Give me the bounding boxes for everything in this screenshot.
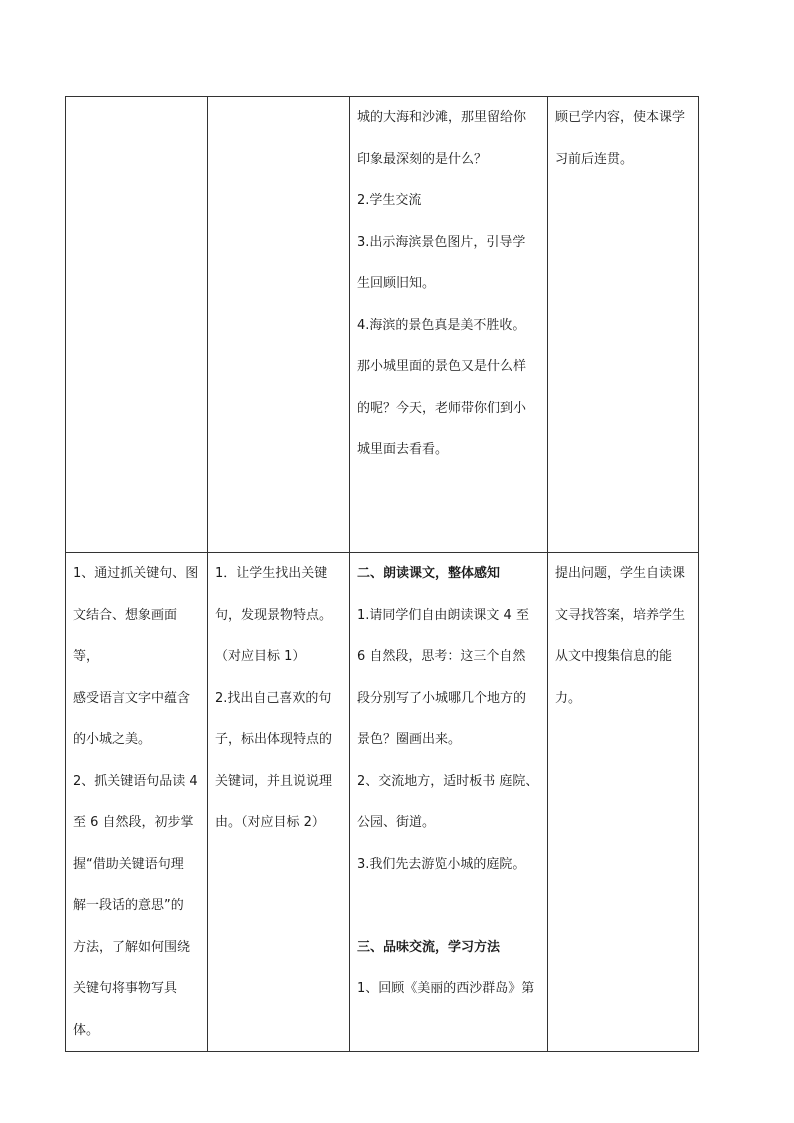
text-line: 提出问题，学生自读课 xyxy=(555,566,686,581)
text-line: 6 自然段，思考：这三个自然 xyxy=(357,649,526,664)
text-line: 景色？圈画出来。 xyxy=(357,732,462,747)
text-line: 1、回顾《美丽的西沙群岛》第 xyxy=(357,981,535,996)
text-line: 城的大海和沙滩，那里留给你 xyxy=(357,110,527,125)
text-line: 关键词，并且说说理 xyxy=(215,773,333,789)
text-line: 4.海滨的景色真是美不胜收。 xyxy=(357,317,526,333)
table-row xyxy=(66,553,699,1052)
text-line: 句，发现景物特点。 xyxy=(215,607,333,623)
purpose-cell xyxy=(548,553,699,1052)
text-line: 城里面去看看。 xyxy=(357,442,449,457)
text-line: 解一段话的意思”的 xyxy=(73,898,184,913)
text-line: 子，标出体现特点的 xyxy=(215,732,333,747)
method-cell xyxy=(208,97,350,553)
text-line: 公园、街道。 xyxy=(357,815,436,830)
text-line xyxy=(357,885,541,927)
text-line: 关键句将事物写具体。 xyxy=(73,981,178,1038)
goal-cell xyxy=(66,97,208,553)
text-line: 的小城之美。 xyxy=(73,732,152,747)
text-line: 的呢？今天，老师带你们到小 xyxy=(357,400,527,416)
text-line: 感受语言文字中蕴含 xyxy=(73,690,191,706)
text-line: 3.我们先去游览小城的庭院。 xyxy=(357,856,526,872)
text-line: 1.请同学们自由朗读课文 4 至 xyxy=(357,607,529,623)
section-heading: 三、品味交流，学习方法 xyxy=(357,939,501,955)
text-line: 习前后连贯。 xyxy=(555,151,634,167)
text-line: 印象最深刻的是什么？ xyxy=(357,151,488,167)
lesson-plan-table xyxy=(65,96,699,1052)
text-line: 握“借助关键语句理 xyxy=(73,856,184,872)
process-cell xyxy=(350,553,548,1052)
text-line: 2、交流地方，适时板书 庭院、 xyxy=(357,773,539,789)
text-line: 文结合、想象画面等， xyxy=(73,607,178,664)
process-cell xyxy=(350,97,548,553)
text-line: 2.找出自己喜欢的句 xyxy=(215,690,332,706)
text-line: 3.出示海滨景色图片，引导学 xyxy=(357,234,526,250)
text-line: 段分别写了小城哪几个地方的 xyxy=(357,690,527,706)
method-cell xyxy=(208,553,350,1052)
text-line: 顾已学内容，使本课学 xyxy=(555,110,686,125)
text-line: 由。（对应目标 2） xyxy=(215,815,325,830)
section-heading: 二、朗读课文，整体感知 xyxy=(357,566,501,581)
text-line: 方法，了解如何围绕 xyxy=(73,939,191,955)
purpose-cell xyxy=(548,97,699,553)
table-row xyxy=(66,97,699,553)
text-line: 从文中搜集信息的能 xyxy=(555,649,673,664)
text-line: 文寻找答案，培养学生 xyxy=(555,607,686,623)
text-line: 1、通过抓关键句、图 xyxy=(73,566,199,581)
text-line: 1．让学生找出关键 xyxy=(215,566,328,581)
text-line: 至 6 自然段，初步掌 xyxy=(73,815,194,830)
text-line: 2、抓关键语句品读 4 xyxy=(73,773,198,789)
text-line: 那小城里面的景色又是什么样 xyxy=(357,359,527,374)
text-line: （对应目标 1） xyxy=(215,649,306,664)
goal-cell xyxy=(66,553,208,1052)
text-line: 2.学生交流 xyxy=(357,193,422,208)
text-line: 生回顾旧知。 xyxy=(357,276,436,291)
text-line: 力。 xyxy=(555,690,582,706)
